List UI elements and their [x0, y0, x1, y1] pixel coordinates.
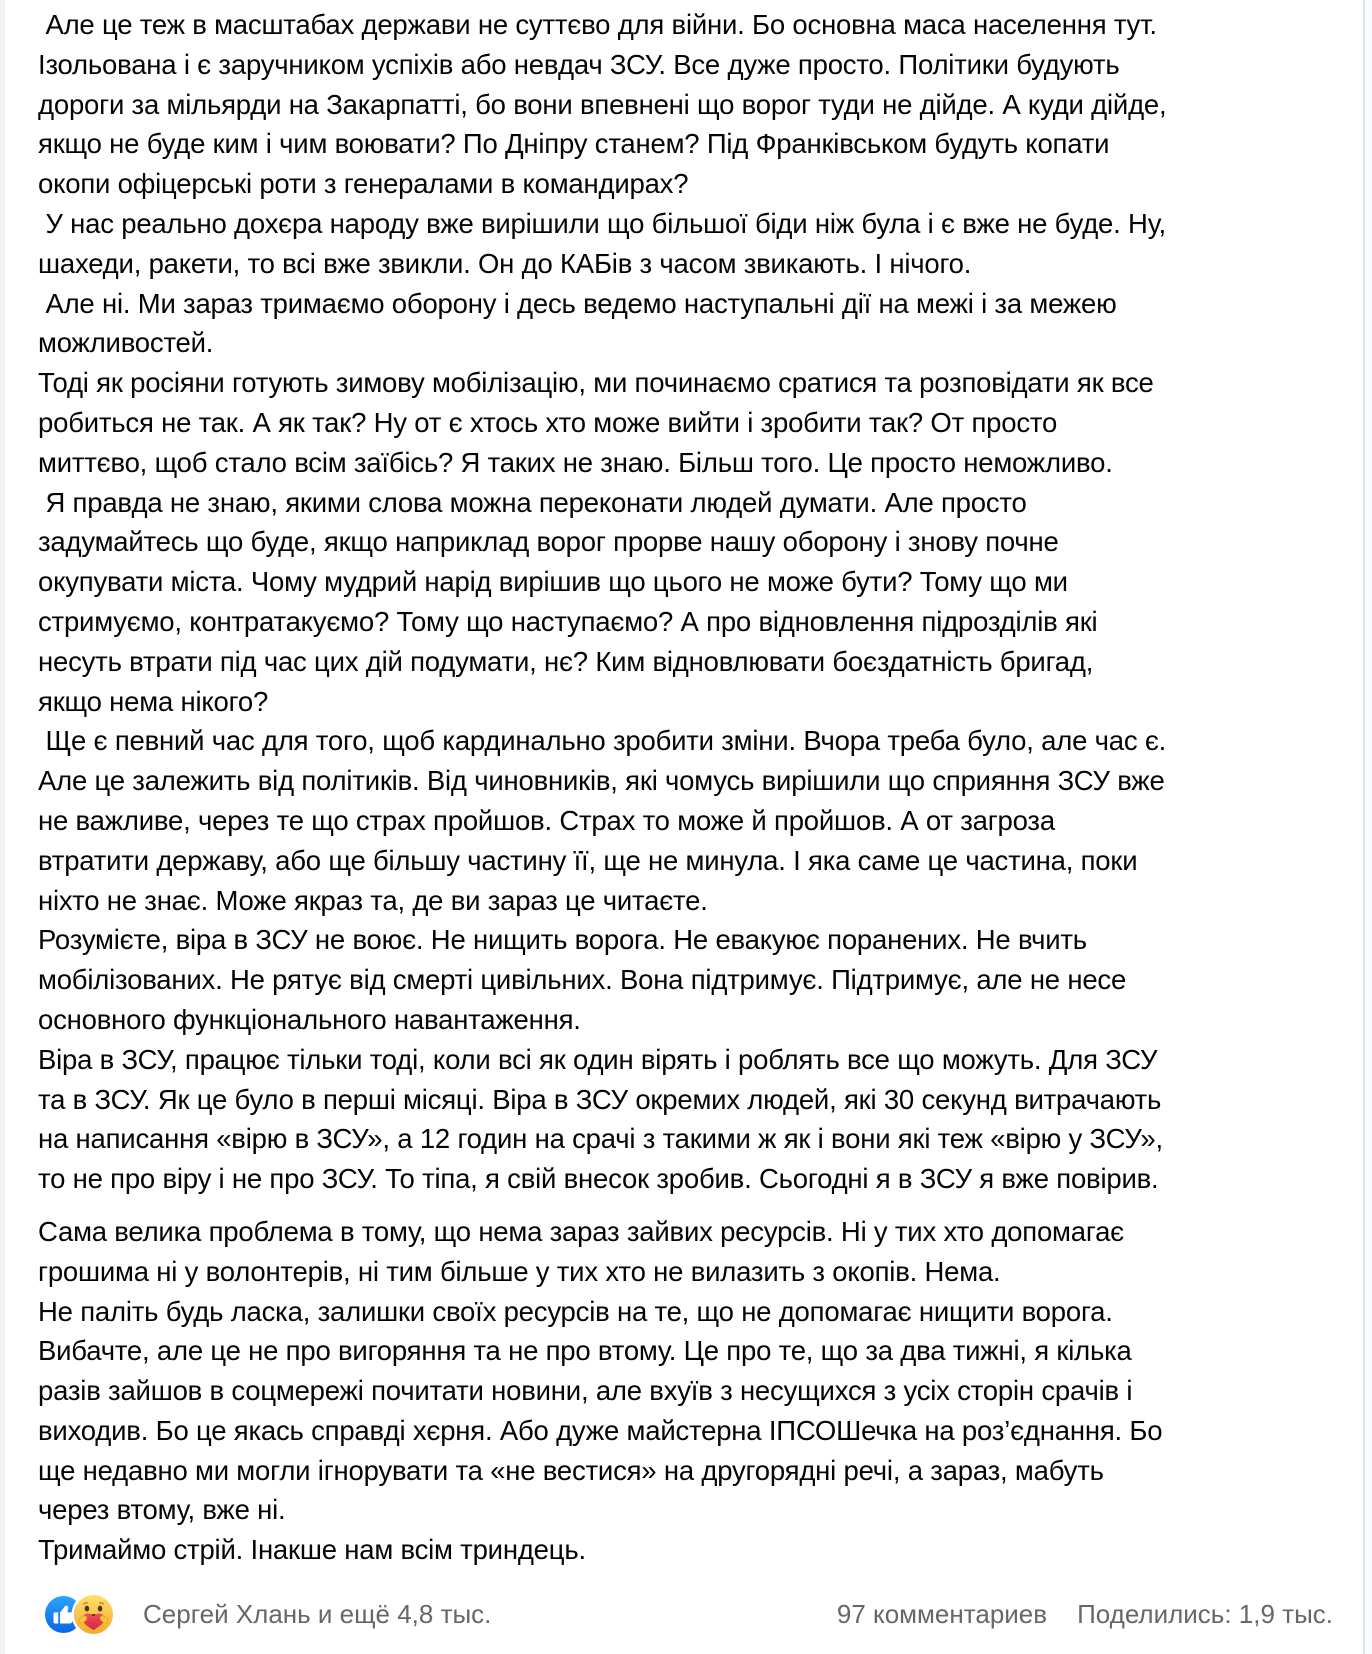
post-paragraph: [38, 920, 1350, 1039]
post-text-line: стримуємо, контратакуємо? Тому що наступаємо? А про відновлення підрозділів які: [38, 605, 1098, 637]
care-emoji-glyph: [74, 1595, 113, 1634]
post-text-line: можливостей.: [38, 327, 214, 359]
care-icon[interactable]: [74, 1595, 113, 1634]
post-text-line: задумайтесь що буде, якщо наприклад ворог прорве нашу оборону і знову почне: [38, 526, 1059, 558]
post-text-line: та в ЗСУ. Як це було в перші місяці. Віра в ЗСУ окремих людей, які 30 секунд витрачають: [38, 1083, 1162, 1115]
post-text-line: основного функціонального навантаження.: [38, 1003, 581, 1035]
post-text-line: окупувати міста. Чому мудрий нарід вирішив що цього не може бути? Тому що ми: [38, 566, 1068, 598]
post-text-line: Ізольована і є заручником успіхів або невдач ЗСУ. Все дуже просто. Політики будують: [38, 48, 1120, 80]
page-left-gutter: [0, 0, 5, 1654]
post-paragraph: [38, 1212, 1350, 1292]
post-text-line: робиться не так. А як так? Ну от є хтось хто може вийти і зробити так? От просто: [38, 406, 1058, 438]
post-text-line: через втому, вже ні.: [38, 1494, 286, 1526]
post-paragraph: [38, 1292, 1350, 1531]
post-text-line: Тримаймо стрій. Інакше нам всім триндець.: [38, 1534, 586, 1566]
post-text-line: Віра в ЗСУ, працює тільки тоді, коли всі як один вірять і роблять все що можуть. Для ЗСУ: [38, 1043, 1158, 1075]
post-text-line: Ще є певний час для того, щоб кардинально зробити зміни. Вчора треба було, але час є.: [38, 725, 1167, 757]
post-text-line: Але це теж в масштабах держави не суттєво для війни. Бо основна маса населення тут.: [38, 9, 1157, 40]
post-text-line: не важливе, через те що страх пройшов. Страх то може й пройшов. А от загроза: [38, 804, 1055, 836]
post-text-line: окопи офіцерські роти з генералами в командирах?: [38, 168, 689, 200]
post-text-line: грошима ні у волонтерів, ні тим більше у тих хто не вилазить з окопів. Нема.: [38, 1255, 1001, 1287]
post-paragraph: [38, 5, 1350, 204]
post-text-line: дороги за мільярди на Закарпатті, бо вони впевнені що ворог туди не дійде. А куди дійде,: [38, 88, 1167, 120]
reactions-summary[interactable]: Сергей Хлань и ещё 4,8 тыс.: [143, 1598, 492, 1629]
post-text-line: У нас реально дохєра народу вже вирішили що більшої біди ніж була і є вже не буде. Ну,: [38, 207, 1166, 239]
post-paragraph: [38, 483, 1350, 722]
post-paragraph: [38, 363, 1350, 482]
post-text-line: ще недавно ми могли ігнорувати та «не вестися» на другорядні речі, а зараз, мабуть: [38, 1454, 1104, 1486]
post-text-line: на написання «вірю в ЗСУ», а 12 годин на срачі з такими ж як і вони які теж «вірю у ЗСУ»,: [38, 1123, 1163, 1155]
post-text-line: Розумієте, віра в ЗСУ не воює. Не нищить ворога. Не евакуює поранених. Не вчить: [38, 924, 1087, 956]
post-text-line: мобілізованих. Не рятує від смерті цивільних. Вона підтримує. Підтримує, але не несе: [38, 964, 1127, 996]
post-text-line: шахеди, ракети, то всі вже звикли. Он до КАБів з часом звикають. І нічого.: [38, 247, 972, 279]
post-text-line: Сама велика проблема в тому, що нема зараз зайвих ресурсів. Ні у тих хто допомагає: [38, 1215, 1125, 1247]
post-text-line: Але це залежить від політиків. Від чиновників, які чомусь вирішили що сприяння ЗСУ вже: [38, 765, 1165, 797]
post-paragraph: [38, 1530, 1350, 1570]
shares-count[interactable]: Поделились: 1,9 тыс.: [1077, 1598, 1333, 1629]
post-stats: [837, 1593, 1333, 1635]
comments-count[interactable]: 97 комментариев: [836, 1598, 1048, 1629]
post-text-line: Але ні. Ми зараз тримаємо оборону і десь ведемо наступальні дії на межі і за межею: [38, 287, 1117, 319]
post-paragraph: [38, 284, 1350, 364]
post-paragraph: [38, 1040, 1350, 1199]
post-text-line: миттєво, щоб стало всім заїбісь? Я таких не знаю. Більш того. Це просто неможливо.: [38, 446, 1113, 478]
post-text-line: Не паліть будь ласка, залишки своїх ресурсів на те, що не допомагає нищити ворога.: [38, 1295, 1113, 1327]
post-text-line: Тоді як росіяни готують зимову мобілізацію, ми починаємо сратися та розповідати як все: [38, 367, 1154, 399]
reactions-bar: [0, 1593, 1372, 1641]
page-right-gutter: [1365, 0, 1372, 1654]
post-text-line: ніхто не знає. Може якраз та, де ви зараз це читаєте.: [38, 884, 708, 916]
reaction-icons[interactable]: [45, 1595, 115, 1635]
post-text: [38, 5, 1350, 1570]
post-text-line: несуть втрати під час цих дій подумати, нє? Ким відновлювати боєздатність бригад,: [38, 645, 1094, 677]
post-text-line: втратити державу, або ще більшу частину її, ще не минула. І яка саме це частина, поки: [38, 844, 1138, 876]
post-text-line: виходив. Бо це якась справді хєрня. Або дуже майстерна ІПСОШечка на роз’єднання. Бо: [38, 1414, 1163, 1446]
post-text-line: разів зайшов в соцмережі почитати новини, але вхуїв з несущихся з усіх сторін срачів і: [38, 1375, 1133, 1407]
post-paragraph: [38, 204, 1350, 284]
post-text-line: Вибачте, але це не про вигоряння та не про втому. Це про те, що за два тижні, я кілька: [38, 1335, 1132, 1367]
post-text-line: то не про віру і не про ЗСУ. То тіпа, я свій внесок зробив. Сьогодні я в ЗСУ я вже повірив.: [38, 1163, 1159, 1195]
post-paragraph: [38, 721, 1350, 920]
post-text-line: якщо не буде ким і чим воювати? По Дніпру станем? Під Франківськом будуть копати: [38, 128, 1110, 160]
post-text-line: Я правда не знаю, якими слова можна переконати людей думати. Але просто: [38, 486, 1027, 518]
post-text-line: якщо нема нікого?: [38, 685, 269, 717]
